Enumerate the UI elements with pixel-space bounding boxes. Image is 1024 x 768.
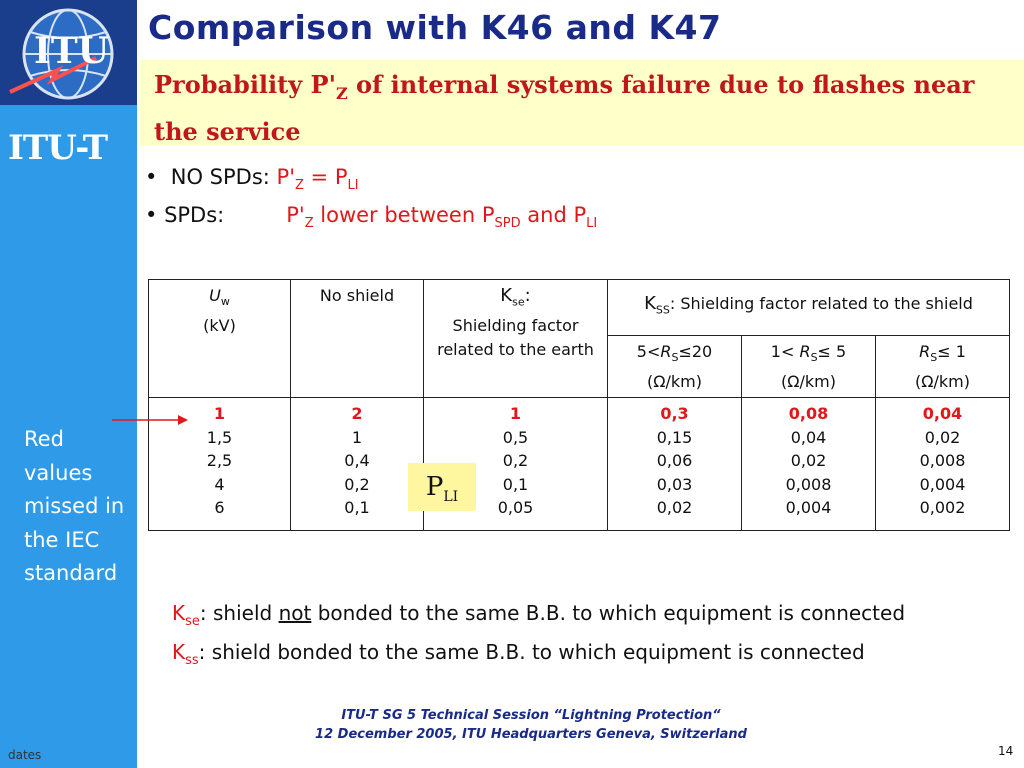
page-number: 14 — [998, 744, 1014, 758]
note-kse: $K_{se}$: shield not bonded to the same B.B. to which equipment is connected — [172, 601, 906, 629]
footer — [266, 706, 796, 744]
itu-logo — [0, 0, 137, 105]
bullet-list — [145, 158, 597, 234]
column-no-shield-values: 2 1 0,4 0,2 0,1 — [291, 398, 424, 531]
subtitle-subscript: Z — [335, 83, 348, 103]
column-uw-values: 1 1,5 2,5 4 6 — [149, 398, 291, 531]
comparison-table — [148, 279, 1010, 531]
logo-text: ITU — [34, 30, 110, 72]
sidebar — [0, 0, 137, 768]
bullet-label: NO SPDs: — [170, 165, 270, 189]
side-note: Red values missed in the IEC standard — [24, 427, 125, 585]
subtitle — [154, 66, 994, 151]
bullet-formula: $P'_Z = P_{LI}$ — [276, 165, 359, 194]
header-kss: $K_{SS}$: Shielding factor related to the shield — [608, 280, 1010, 336]
header-rs-range-2: $1< R_S\le 5$ (Ω/km) — [742, 336, 876, 398]
brand-label: ITU-T — [8, 128, 108, 168]
subtitle-text: Probability P' — [154, 70, 336, 99]
arrow-icon — [112, 412, 192, 428]
subtitle-box — [140, 60, 1024, 146]
notes — [172, 598, 905, 676]
dates-label: dates — [8, 748, 42, 762]
bullet-spds: • SPDs: $P'_Z$ lower between $P_{SPD}$ and $P_{LI}$ — [145, 203, 598, 232]
pli-callout: $P_{LI}$ — [408, 463, 476, 511]
bullet-no-spds: • NO SPDs: $P'_Z = P_{LI}$ — [145, 165, 359, 194]
header-no-shield: No shield — [291, 280, 424, 398]
page-title: Comparison with K46 and K47 — [148, 8, 722, 47]
column-kse-values: 1 0,5 0,2 0,1 0,05 — [424, 398, 608, 531]
note-kss: $K_{ss}$: shield bonded to the same B.B. to which equipment is connected — [172, 640, 865, 668]
bullet-formula: $P'_Z$ lower between $P_{SPD}$ and $P_{LI}$ — [286, 203, 598, 232]
subtitle-text-rest: of internal systems failure due to flashes near the service — [154, 70, 975, 146]
footer-line-1: ITU-T SG 5 Technical Session “Lightning Protection“ — [341, 708, 721, 723]
column-kss-3-values: 0,04 0,02 0,008 0,004 0,002 — [876, 398, 1010, 531]
header-uw: $U_w$ (kV) — [149, 280, 291, 398]
footer-line-2: 12 December 2005, ITU Headquarters Geneva, Switzerland — [315, 727, 747, 742]
column-kss-2-values: 0,08 0,04 0,02 0,008 0,004 — [742, 398, 876, 531]
header-rs-range-3: $R_S\le 1$ (Ω/km) — [876, 336, 1010, 398]
header-kse: $K_{se}$: Shielding factor related to the earth — [424, 280, 608, 398]
bullet-label: SPDs: — [164, 203, 225, 227]
column-kss-1-values: 0,3 0,15 0,06 0,03 0,02 — [608, 398, 742, 531]
header-rs-range-1: $5<R_S\le 20$ (Ω/km) — [608, 336, 742, 398]
